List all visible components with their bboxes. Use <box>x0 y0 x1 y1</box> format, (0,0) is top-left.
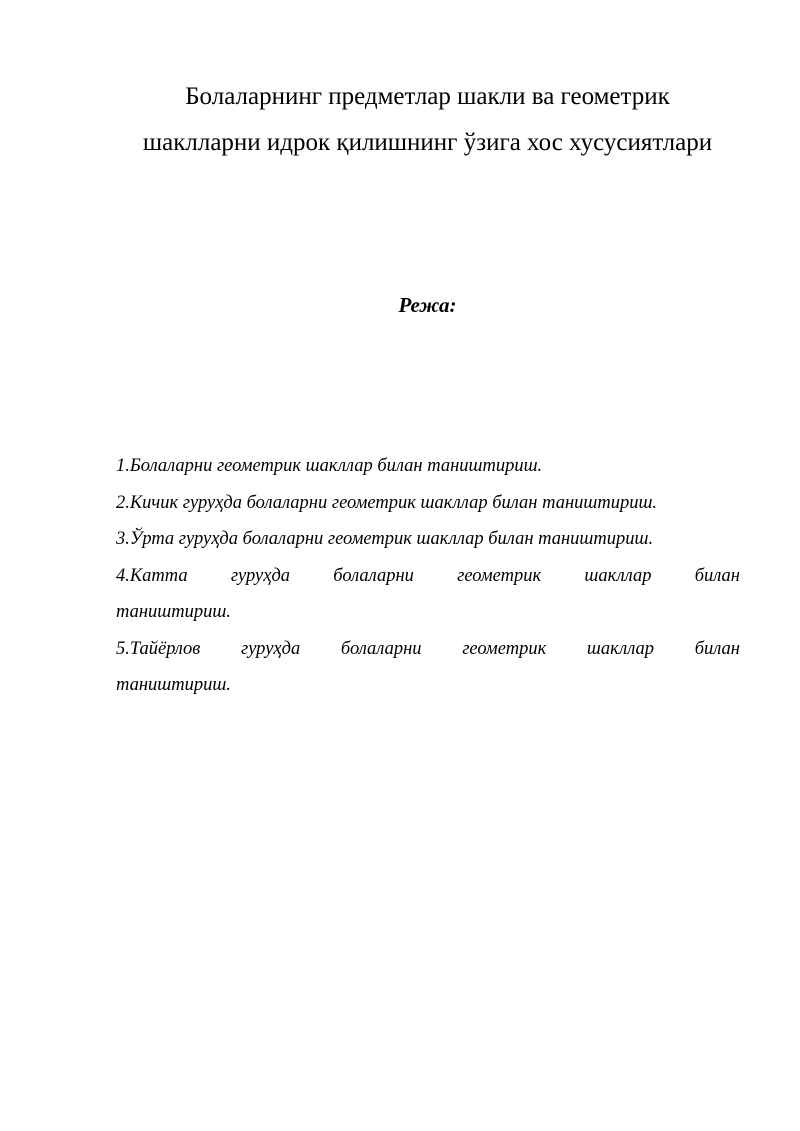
plan-item-word: билан <box>694 638 740 659</box>
plan-item-line <box>116 558 740 595</box>
plan-item-word: геометрик <box>462 638 547 659</box>
plan-item-word: гуруҳда <box>241 638 301 659</box>
plan-item-word: 4.Катта <box>116 565 188 586</box>
plan-heading: Режа: <box>398 293 457 317</box>
plan-item <box>116 558 740 631</box>
title-line: шаклларни идрок қилишнинг ўзига хос хусусиятлари <box>142 129 713 156</box>
plan-item: 1.Болаларни геометрик шакллар билан таништириш. <box>116 456 543 476</box>
plan-item-word: болаларни <box>333 565 414 586</box>
plan-item-word: билан <box>694 565 740 586</box>
plan-list <box>116 448 740 704</box>
title-line: Болаларнинг предметлар шакли ва геометрик <box>185 83 670 110</box>
plan-item <box>116 631 740 704</box>
plan-item-word: шакллар <box>586 638 655 659</box>
plan-item-word: гуруҳда <box>230 565 291 586</box>
plan-item-word: болаларни <box>340 638 422 659</box>
plan-item-line: таништириш. <box>116 602 231 622</box>
plan-item-line: таништириш. <box>116 675 231 695</box>
plan-item: 2.Кичик гуруҳда болаларни геометрик шакллар билан таништириш. <box>116 492 658 513</box>
plan-item-line <box>116 631 740 668</box>
plan-item-word: 5.Тайёрлов <box>116 638 201 659</box>
plan-item-word: шакллар <box>584 565 652 586</box>
plan-item-word: геометрик <box>457 565 542 586</box>
plan-item: 3.Ўрта гуруҳда болаларни геометрик шакллар билан таништириш. <box>116 529 654 549</box>
document-title <box>80 74 775 166</box>
